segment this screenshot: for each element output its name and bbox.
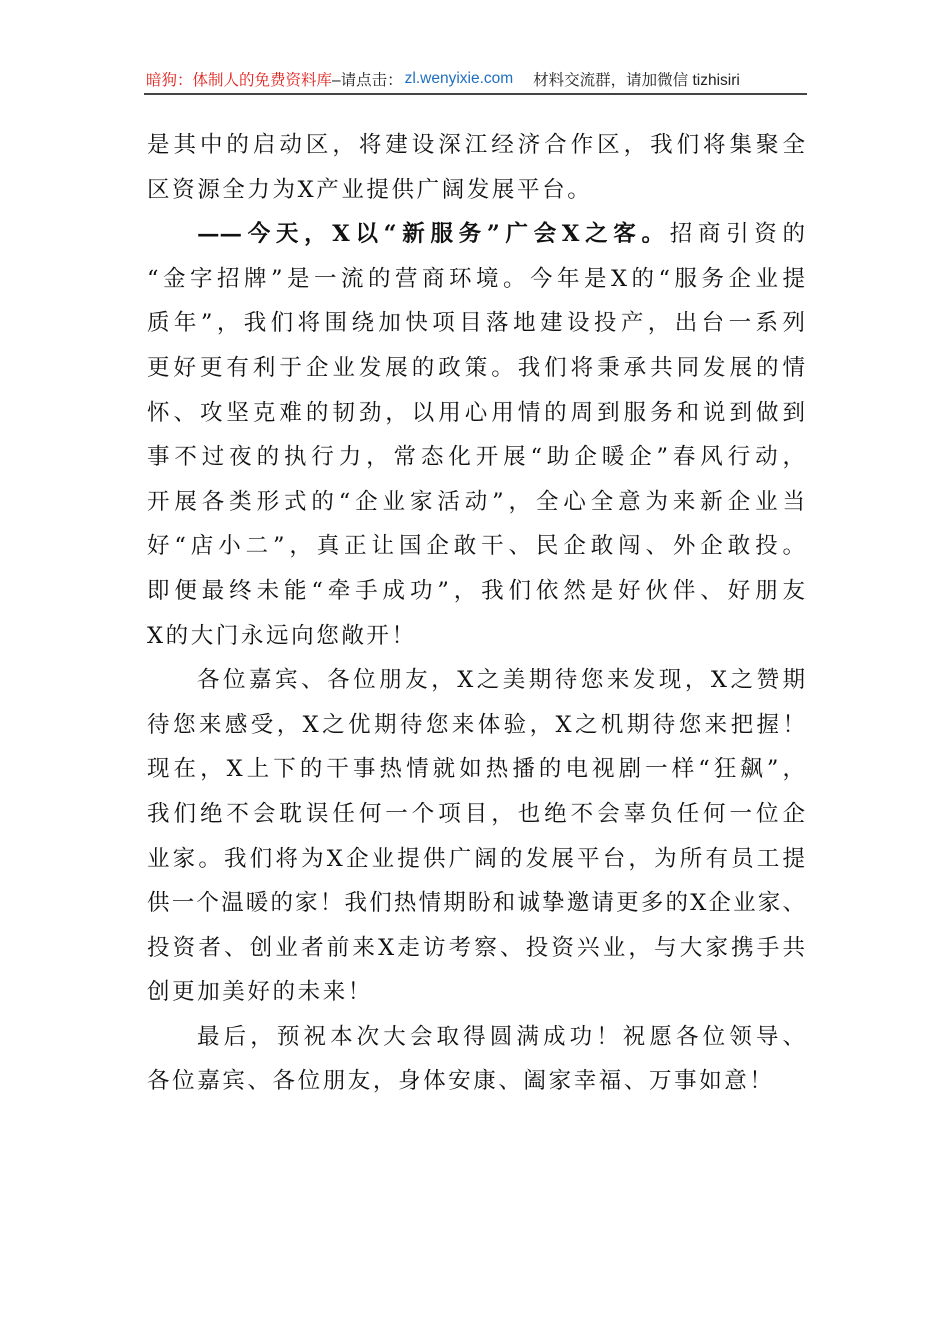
text-line: 即便最终未能“牵手成功”，我们依然是好伙伴、好朋友 bbox=[147, 577, 805, 604]
text-line: 好“店小二”，真正让国企敢干、民企敢闯、外企敢投。 bbox=[147, 533, 805, 560]
text-line: 我们绝不会耽误任何一个项目，也绝不会辜负任何一位企 bbox=[147, 800, 805, 827]
document-body bbox=[147, 123, 805, 1104]
header-brand: 暗狗：体制人的免费资料库 bbox=[146, 72, 333, 89]
text-line: 现在，X上下的干事热情就如热播的电视剧一样“狂飙”， bbox=[147, 756, 805, 783]
text-line: 各位嘉宾、各位朋友，身体安康、阖家幸福、万事如意！ bbox=[147, 1068, 775, 1095]
text-line: X的大门永远向您敞开！ bbox=[147, 622, 417, 649]
text-line: 事不过夜的执行力，常态化开展“助企暖企”春风行动， bbox=[147, 444, 805, 471]
header-prompt: –请点击： bbox=[332, 72, 403, 89]
page-header bbox=[146, 66, 806, 92]
header-contact: 材料交流群，请加微信 tizhisiri bbox=[533, 72, 740, 89]
text-line: 投资者、创业者前来X走访考察、投资兴业，与大家携手共 bbox=[147, 934, 805, 961]
text-line: 各位嘉宾、各位朋友，X之美期待您来发现，X之赞期 bbox=[197, 667, 805, 694]
text-line: 供一个温暖的家！我们热情期盼和诚挚邀请更多的X企业家、 bbox=[147, 890, 805, 917]
text-line: 开展各类形式的“企业家活动”，全心全意为来新企业当 bbox=[147, 488, 805, 515]
text-line bbox=[147, 212, 805, 257]
text-line: 更好更有利于企业发展的政策。我们将秉承共同发展的情 bbox=[147, 354, 805, 381]
text-line: 质年”，我们将围绕加快项目落地建设投产，出台一系列 bbox=[147, 310, 805, 337]
text-line: 怀、攻坚克难的韧劲，以用心用情的周到服务和说到做到 bbox=[147, 399, 805, 426]
header-divider bbox=[144, 93, 807, 95]
bold-heading: ——今天，X以“新服务”广会X之客。 bbox=[197, 221, 670, 248]
text-span: 招商引资的 bbox=[669, 221, 805, 248]
header-link[interactable]: zl.wenyixie.com bbox=[404, 70, 514, 87]
text-line: 待您来感受，X之优期待您来体验，X之机期待您来把握！ bbox=[147, 711, 805, 738]
text-line: “金字招牌”是一流的营商环境。今年是X的“服务企业提 bbox=[147, 265, 805, 292]
text-line: 区资源全力为X产业提供广阔发展平台。 bbox=[147, 176, 593, 203]
text-line: 最后，预祝本次大会取得圆满成功！祝愿各位领导、 bbox=[197, 1023, 805, 1050]
text-line: 业家。我们将为X企业提供广阔的发展平台，为所有员工提 bbox=[147, 845, 805, 872]
text-line: 创更加美好的未来！ bbox=[147, 979, 373, 1006]
text-line: 是其中的启动区，将建设深江经济合作区，我们将集聚全 bbox=[147, 132, 805, 158]
